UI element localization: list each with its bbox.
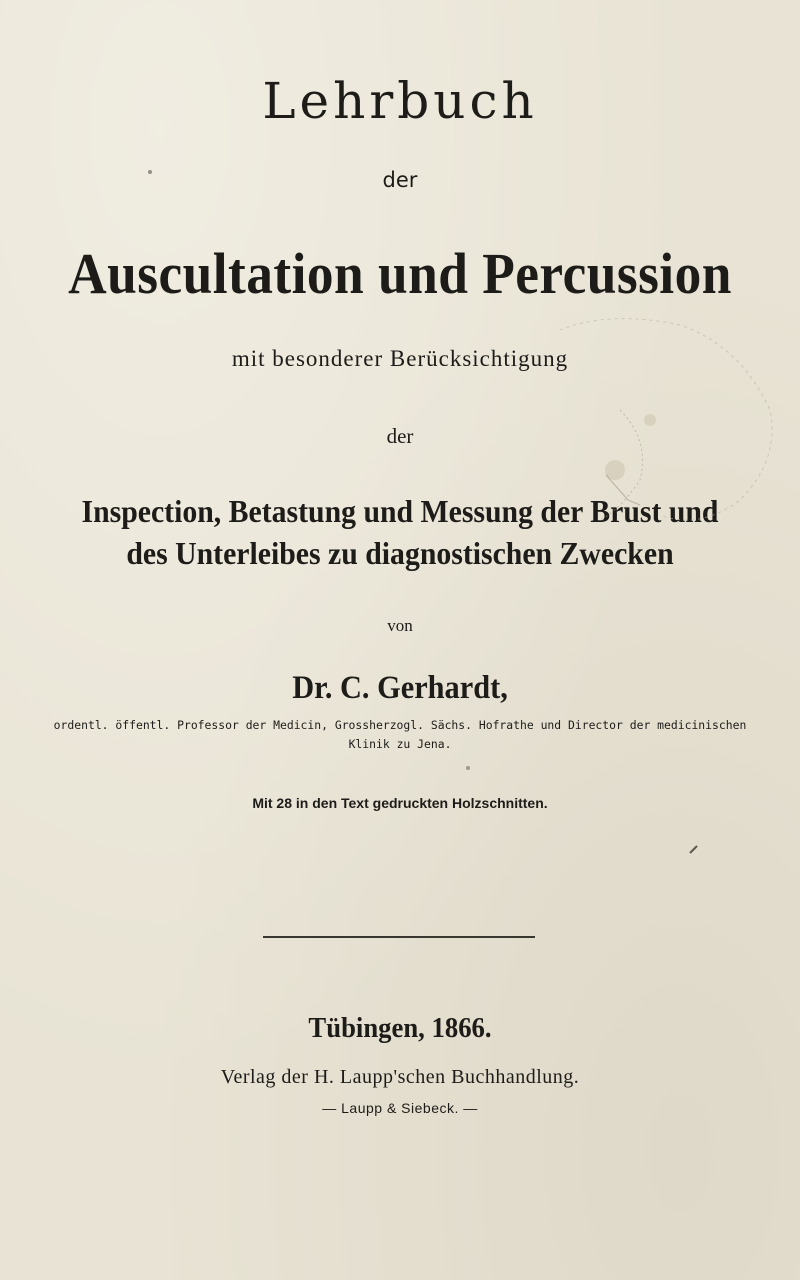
von-label: von [387,616,413,635]
main-title: Auscultation und Percussion [68,241,732,306]
place-year: Tübingen, 1866. [308,1012,492,1044]
connector-der-1: der [382,168,418,192]
author-position: ordentl. öffentl. Professor der Medicin, Grossherzogl. Sächs. Hofrathe und Director der medicinischen [53,718,747,732]
author-position-2: Klinik zu Jena. [348,737,452,751]
book-heading: Lehrbuch [262,72,538,130]
author-name: Dr. C. Gerhardt, [292,670,508,706]
illustrations-note: Mit 28 in den Text gedruckten Holzschnitten. [252,795,548,811]
publisher-line: Verlag der H. Laupp'schen Buchhandlung. [220,1066,580,1088]
connector-der-2: der [386,424,414,448]
publisher-sub: — Laupp & Siebeck. — [322,1100,478,1116]
subtitle-line: mit besonderer Berücksichtigung [231,346,569,371]
topic-line-1: Inspection, Betastung und Messung der Brust und [81,493,719,529]
topic-line-2: des Unterleibes zu diagnostischen Zwecken [126,535,674,571]
divider-rule [263,936,535,938]
